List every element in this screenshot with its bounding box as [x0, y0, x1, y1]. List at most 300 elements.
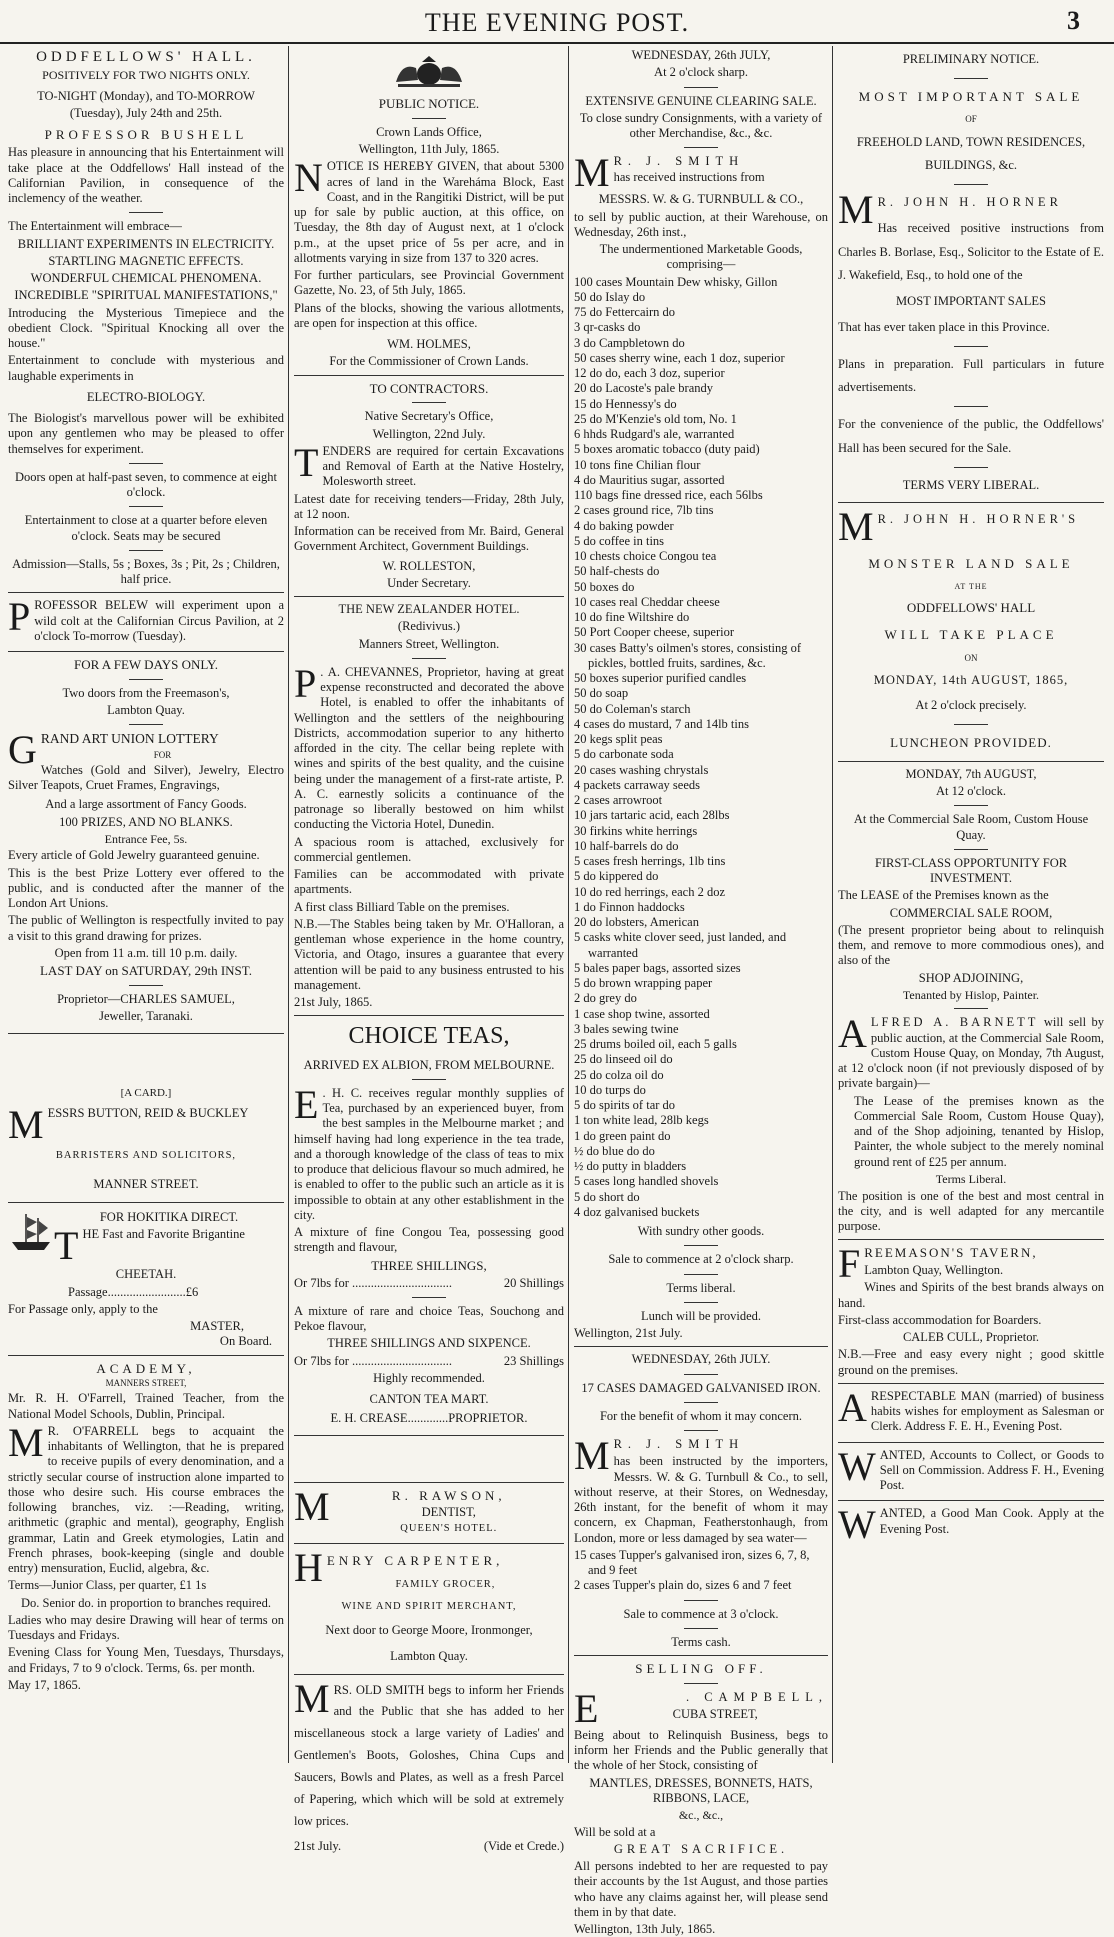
list-item: ½ do blue do do — [574, 1143, 655, 1158]
drop-cap: M — [838, 504, 874, 550]
divider — [294, 1674, 564, 1675]
ad-line: TERMS VERY LIBERAL. — [902, 477, 1040, 492]
list-item: 5 do brown wrapping paper — [574, 976, 713, 990]
ad-line: CUBA STREET, — [672, 1707, 758, 1722]
ad-title: PUBLIC NOTICE. — [378, 96, 480, 111]
ad-date: 21st July, 1865. — [294, 995, 373, 1010]
list-item: ½ do putty in bladders — [574, 1159, 687, 1173]
ad-text: For the convenience of the public, the Oddfellows' Hall has been secured for the Sale. — [838, 417, 1104, 455]
divider — [8, 1355, 284, 1356]
divider — [954, 1008, 988, 1009]
divider — [294, 1482, 564, 1483]
ad-item: ELECTRO-BIOLOGY. — [86, 389, 206, 404]
ad-text: Every article of Gold Jewelry guaranteed genuine. — [8, 848, 260, 863]
ad-text: Do. Senior do. in proportion to branches required. — [21, 1595, 271, 1610]
divider — [954, 78, 988, 79]
ad-line: Lunch will be provided. — [640, 1308, 762, 1323]
ad-title: EXTENSIVE GENUINE CLEARING SALE. — [585, 93, 817, 108]
wanted-accounts-ad — [838, 1443, 1104, 1496]
belew-ad — [8, 594, 284, 646]
drop-cap: E — [294, 1081, 319, 1127]
divider — [838, 502, 1104, 503]
ad-text: Has pleasure in announcing that his Entertainment will take place at the Oddfellows' Hall instead of the Californian Pavilion, in consequence of the inclemency of the weather. — [8, 145, 284, 206]
ad-text: N.B.—The Stables being taken by Mr. O'Halloran, a gentleman whose experience in the home country, Victoria, and Otago, insures a guarantee that every attention will be paid to any business entrusted to his management. — [294, 916, 564, 992]
ad-line: Terms cash. — [671, 1634, 731, 1649]
ad-text: Watches (Gold and Silver), Jewelry, Electro Silver Teapots, Cruet Frames, Engravings, — [8, 762, 284, 793]
ad-text: The public of Wellington is respectfully invited to pay a visit to this grand drawing for prizes. — [8, 913, 284, 943]
drop-cap: A — [838, 1384, 867, 1430]
ad-line: LUNCHEON PROVIDED. — [890, 735, 1052, 751]
list-item: 5 cases long handled shovels — [574, 1174, 719, 1189]
ad-line: For the benefit of whom it may concern. — [599, 1408, 803, 1423]
divider — [954, 184, 988, 185]
column-rule — [832, 46, 833, 1763]
ad-line: Crown Lands Office, — [376, 124, 482, 139]
list-item: 5 do short do — [574, 1189, 640, 1204]
ad-line: Tenanted by Hislop, Painter. — [902, 987, 1040, 1002]
wanted-cook-ad — [838, 1502, 1104, 1548]
list-item: 1 do Finnon haddocks — [574, 899, 685, 914]
divider — [684, 147, 718, 148]
list-item: 50 cases sherry wine, each 1 doz, superior — [574, 350, 785, 365]
list-item: 3 do Campbletown do — [574, 335, 685, 350]
ad-line: Manners Street, Wellington. — [358, 636, 500, 651]
ad-text: That has ever taken place in this Province. — [838, 319, 1050, 334]
list-item: 5 do coffee in tins — [574, 533, 665, 548]
list-item: 5 do carbonate soda — [574, 747, 674, 762]
divider — [412, 1079, 446, 1080]
list-item: 4 packets carraway seeds — [574, 777, 700, 792]
list-item: 75 do Fettercairn do — [574, 305, 676, 319]
ad-title: ODDFELLOWS' HALL. — [36, 49, 256, 65]
list-item: 10 do turps do — [574, 1082, 646, 1097]
ad-line: MOST IMPORTANT SALES — [896, 294, 1046, 309]
ad-text: RESPECTABLE MAN (married) of business habits wishes for employment as Salesman or Clerk. Address F. E. H., Evening Post. — [870, 1388, 1104, 1434]
list-item: 50 do Coleman's starch — [574, 701, 691, 716]
ad-title: FOR A FEW DAYS ONLY. — [73, 657, 219, 673]
ad-text: ENDERS are required for certain Excavations and Removal of Earth at the Native Hostelry, Molesworth street. — [322, 443, 564, 489]
ad-title: PRELIMINARY NOTICE. — [902, 52, 1040, 66]
ad-text: Evening Class for Young Men, Tuesdays, Thursdays, and Fridays, 7 to 9 o'clock. Terms, 6s. per month. — [8, 1645, 284, 1675]
auctioneer-name: R. J. SMITH — [613, 1437, 745, 1451]
drop-cap: M — [574, 150, 610, 196]
drop-cap: F — [838, 1241, 861, 1287]
monster-land-sale-ad — [838, 504, 1104, 756]
ad-line: MANNER STREET. — [93, 1176, 199, 1191]
signatory: WM. HOLMES, — [387, 337, 471, 352]
ad-line: Under Secretary. — [387, 575, 471, 590]
ad-text: (The present proprietor being about to relinquish them, and remove to more commodious ones), and also of the — [838, 922, 1104, 968]
ad-title: CHOICE TEAS, — [348, 1023, 510, 1050]
divider — [8, 1202, 284, 1203]
list-item: 50 do Islay do — [574, 289, 646, 304]
divider — [8, 651, 284, 652]
ad-text: The Lease of the premises known as the Commercial Sale Room, Custom House Quay), and of the Shop adjoining, tenanted by Hislop, Painter, the whole subject to the merely nominal ground rent of £25 per annum. — [854, 1093, 1104, 1169]
ad-line: AT THE — [954, 581, 988, 591]
ad-text: N.B.—Free and easy every night ; good skittle ground on the premises. — [838, 1347, 1104, 1377]
ad-title: RAND ART UNION LOTTERY — [40, 731, 219, 747]
list-item: 5 do spirits of tar do — [574, 1098, 676, 1112]
ad-line: TO-NIGHT (Monday), and TO-MORROW — [37, 88, 255, 103]
proprietor-name: E. H. CREASE.............PROPRIETOR. — [330, 1411, 528, 1426]
drop-cap: M — [294, 1675, 330, 1721]
divider — [684, 1430, 718, 1431]
ad-text: Admission—Stalls, 5s ; Boxes, 3s ; Pit, 2s ; Children, half price. — [12, 556, 280, 587]
ad-line: Entrance Fee, 5s. — [104, 831, 188, 846]
oddfellows-ad — [8, 48, 284, 587]
ad-text: to sell by public auction, at their Warehouse, on Wednesday, 26th inst., — [574, 209, 828, 239]
list-item: 5 boxes aromatic tobacco (duty paid) — [574, 442, 760, 457]
ad-title: FIRST-CLASS OPPORTUNITY FOR INVESTMENT. — [874, 855, 1068, 886]
divider — [294, 596, 564, 597]
ad-line: On Board. — [219, 1334, 272, 1349]
tavern-name: REEMASON'S TAVERN, — [864, 1245, 1038, 1261]
firm-name: MESSRS. W. & G. TURNBULL & CO., — [598, 192, 804, 207]
list-item: 25 do colza oil do — [574, 1067, 664, 1082]
list-item: 20 cases washing chrystals — [574, 762, 709, 777]
divider — [684, 1402, 718, 1403]
ad-text: A mixture of fine Congou Tea, possessing good strength and flavour, — [294, 1225, 564, 1255]
ad-line: Will be sold at a — [574, 1824, 656, 1839]
drop-cap: H — [294, 1544, 323, 1590]
ad-text: . H. C. receives regular monthly supplies of Tea, purchased by an experienced buyer, from the best samples in the Melbourne market ; and himself having had long experience in the tea trade, and a thorough knowledge of the class of teas to mix to produce that delicious flavour so much admired, he is enabled to offer to the public such an article as it is impossible to obtain at any other establishment in the city. — [294, 1085, 564, 1222]
ad-date: MONDAY, 7th AUGUST, — [905, 766, 1037, 781]
ad-line: OF — [965, 114, 977, 125]
ad-date: Wellington, 11th July, 1865. — [358, 142, 500, 157]
ad-line: SHOP ADJOINING, — [918, 970, 1024, 985]
ad-text: Being about to Relinquish Business, begs to inform her Friends and the Public generally that the whole of her Stock, consisting of — [574, 1727, 828, 1773]
masthead — [0, 0, 1114, 44]
ad-line: (Vide et Crede.) — [483, 1838, 564, 1853]
list-item: 20 kegs split peas — [574, 732, 663, 746]
ad-date: WEDNESDAY, 26th JULY. — [631, 1352, 771, 1367]
drop-cap: P — [294, 660, 317, 706]
ad-text: ANTED, Accounts to Collect, or Goods to Sell on Commission. Address F. H., Evening Post. — [879, 1447, 1104, 1493]
divider — [574, 1346, 828, 1347]
ad-text: Entertainment to conclude with mysterious and laughable experiments in — [8, 353, 284, 383]
ad-line: GREAT SACRIFICE. — [613, 1841, 789, 1856]
sale-date: MONDAY, 14th AUGUST, 1865, — [873, 672, 1069, 687]
auctioneer-name: R. JOHN H. HORNER'S — [877, 512, 1080, 527]
divider — [129, 212, 163, 213]
divider — [129, 506, 163, 507]
list-item: 1 case shop twine, assorted — [574, 1006, 710, 1021]
divider — [954, 724, 988, 725]
list-item: 1 do green paint do — [574, 1128, 671, 1143]
card-ad — [8, 1087, 284, 1192]
ad-text: To close sundry Consignments, with a variety of other Merchandise, &c., &c. — [579, 110, 823, 140]
ad-line: Next door to George Moore, Ironmonger, — [325, 1623, 533, 1638]
ad-subtitle: POSITIVELY FOR TWO NIGHTS ONLY. — [42, 68, 250, 83]
ad-line: Sale to commence at 3 o'clock. — [623, 1606, 779, 1621]
goods-list — [574, 275, 828, 1221]
ad-line: Terms Liberal. — [935, 1171, 1007, 1186]
selling-off-ad — [574, 1661, 828, 1937]
shopkeeper-name: . CAMPBELL, — [685, 1689, 828, 1704]
academy-ad — [8, 1361, 284, 1694]
ad-text: OTICE IS HEREBY GIVEN, that about 5300 acres of land in the Wareháma Block, East Coast, and in the Rangitiki District, will be put up for sale by public auction, at this office, on Tuesday, the 8th day of August next, at 1 o'clock p.m., at the upset price of 5s per acre, and in allotments varying in size from 137 to 320 acres. — [294, 159, 564, 265]
drop-cap: T — [294, 439, 319, 485]
drop-cap: W — [838, 1443, 876, 1489]
ad-title: SELLING OFF. — [635, 1661, 767, 1676]
divider — [574, 1655, 828, 1656]
list-item: 10 do fine Wiltshire do — [574, 610, 690, 624]
ad-text: . A. CHEVANNES, Proprietor, having at great expense reconstructed and decorated the above Hotel, is enabled to offer the inhabitants of Wellington and the settlers of the neighbouring Districts, accommodation superior to any hitherto afforded in the city. The cellar being replete with wines and spirits of the best quality, and the cuisine being under the management of a first-rate artiste, P. A. C. earnestly solicits a continuance of the patronage so liberally bestowed on him whilst conducting the Victoria Hotel, Dunedin. — [294, 664, 564, 832]
divider — [294, 1543, 564, 1544]
divider — [954, 406, 988, 407]
ad-title: R. RAWSON, — [391, 1487, 506, 1503]
column-2 — [294, 46, 564, 1853]
ad-text: ANTED, a Good Man Cook. Apply at the Evening Post. — [879, 1506, 1104, 1536]
list-item: 10 do red herrings, each 2 doz — [574, 884, 725, 899]
ad-line: And a large assortment of Fancy Goods. — [45, 797, 247, 812]
drop-cap: E — [574, 1685, 599, 1731]
list-item: 2 do grey do — [574, 991, 637, 1006]
ad-text: The undermentioned Marketable Goods, comprising— — [599, 242, 803, 272]
auctioneer-name: R. JOHN H. HORNER — [877, 195, 1062, 210]
ad-line: BARRISTERS AND SOLICITORS, — [55, 1149, 237, 1161]
ad-text: Terms—Junior Class, per quarter, £1 1s — [8, 1578, 207, 1593]
list-item: 110 bags fine dressed rice, each 56lbs — [574, 488, 763, 502]
ad-text: Families can be accommodated with private apartments. — [294, 867, 564, 897]
column-4 — [838, 46, 1104, 1763]
divider — [684, 1302, 718, 1303]
drop-cap: T — [54, 1223, 79, 1269]
ad-line: Two doors from the Freemason's, — [62, 685, 230, 700]
ad-line: Or 7lbs for ................................ — [294, 1353, 452, 1368]
drop-cap: W — [838, 1502, 876, 1548]
ad-text: Entertainment to close at a quarter before eleven o'clock. Seats may be secured — [24, 513, 268, 543]
teas-ad — [294, 1022, 564, 1426]
divider — [684, 1274, 718, 1275]
ad-line: &c., &c., — [678, 1808, 724, 1823]
list-item: 20 do lobsters, American — [574, 915, 699, 929]
list-item: 4 do Mauritius sugar, assorted — [574, 472, 725, 487]
drop-cap: P — [8, 594, 31, 640]
ad-text: Plans in preparation. Full particulars in future advertisements. — [838, 356, 1104, 395]
ad-line: 23 Shillings — [503, 1353, 564, 1368]
ad-date: Wellington, 22nd July. — [372, 426, 486, 441]
ad-text: Doors open at half-past seven, to commence at eight o'clock. — [14, 469, 278, 500]
ad-item: INCREDIBLE "SPIRITUAL MANIFESTATIONS," — [14, 288, 278, 303]
ad-line: MANNERS STREET, — [105, 1378, 187, 1389]
ad-text: A mixture of rare and choice Teas, Souchong and Pekoe flavour, — [294, 1303, 564, 1334]
list-item: 2 cases Tupper's plain do, sizes 6 and 7 feet — [574, 1578, 792, 1593]
divider — [129, 724, 163, 725]
list-item: 10 chests choice Congou tea — [574, 549, 717, 563]
ad-line: FAMILY GROCER, — [395, 1579, 496, 1591]
list-item: 50 boxes superior purified candles — [574, 671, 747, 685]
divider — [129, 463, 163, 464]
shop-name: CANTON TEA MART. — [369, 1392, 489, 1407]
ad-label: [A CARD.] — [120, 1086, 172, 1099]
ad-line: At 2 o'clock sharp. — [654, 65, 748, 80]
proprietor-name: CALEB CULL, Proprietor. — [902, 1330, 1040, 1345]
ad-line: ON — [964, 652, 978, 663]
list-item: 100 cases Mountain Dew whisky, Gillon — [574, 274, 778, 289]
ad-text: has been instructed by the importers, Messrs. W. & G. Turnbull & Co., to sell, without reserve, at their Stores, on Wednesday, 26th instant, for the benefit of whom it may concern, ex Chapman, Featherstonhaugh, from London, more or less damaged by sea water— — [574, 1454, 828, 1545]
list-item: 4 cases do mustard, 7 and 14lb tins — [574, 716, 749, 731]
column-rule — [288, 46, 289, 1763]
ad-line: 20 Shillings — [503, 1275, 564, 1290]
list-item: 50 half-chests do — [574, 564, 660, 579]
ad-text: Information can be received from Mr. Baird, General Government Architect, Government Buildings. — [294, 524, 564, 554]
ad-text: At the Commercial Sale Room, Custom House Quay. — [853, 812, 1089, 842]
galvanised-iron-ad — [574, 1352, 828, 1650]
ad-line: Highly recommended. — [373, 1370, 485, 1385]
ad-item: BRILLIANT EXPERIMENTS IN ELECTRICITY. — [17, 236, 275, 251]
ad-line: 100 PRIZES, AND NO BLANKS. — [59, 814, 233, 829]
ad-line: WINE AND SPIRIT MERCHANT, — [341, 1601, 517, 1613]
drop-cap: M — [8, 1419, 44, 1465]
tea-price: THREE SHILLINGS, — [371, 1257, 487, 1273]
divider — [129, 985, 163, 986]
ad-text: will sell by public auction, at the Commercial Sale Room, Custom House Quay, on Monday, 7th August, at 12 o'clock noon (if not previously disposed of by private bargain)— — [838, 1015, 1104, 1091]
proprietor-name: Proprietor—CHARLES SAMUEL, — [57, 992, 235, 1007]
list-item: 6 hhds Rudgard's ale, warranted — [574, 427, 735, 441]
drop-cap: G — [8, 727, 37, 773]
list-item: 30 firkins white herrings — [574, 823, 698, 838]
list-item: 25 do linseed oil do — [574, 1052, 673, 1067]
drop-cap: N — [294, 155, 323, 201]
ad-line: For the Commissioner of Crown Lands. — [329, 354, 529, 369]
divider — [684, 1683, 718, 1684]
ad-text: FREEHOLD LAND, TOWN RESIDENCES, BUILDINGS, &c. — [856, 134, 1086, 173]
drop-cap: A — [838, 1011, 867, 1057]
ad-date: May 17, 1865. — [8, 1677, 81, 1692]
rawson-ad — [294, 1483, 564, 1538]
ship-icon — [8, 1208, 54, 1254]
ad-text: All persons indebted to her are requested to pay their accounts by the 1st August, and those parties who have any claims against her, will please send them in by that date. — [574, 1859, 828, 1919]
drop-cap: M — [294, 1483, 330, 1529]
divider — [954, 849, 988, 850]
list-item: 15 do Hennessy's do — [574, 396, 677, 411]
divider — [294, 1435, 564, 1436]
ad-line: Terms liberal. — [666, 1280, 736, 1295]
divider — [838, 761, 1104, 762]
column-1 — [8, 46, 284, 1763]
ad-title: ACADEMY, — [96, 1360, 196, 1376]
auctioneer-name: LFRED A. BARNETT — [870, 1015, 1039, 1030]
ad-text: RS. OLD SMITH begs to inform her Friends and the Public that she has added to her miscellaneous stock a large variety of Ladies' and Gentlemen's Boots, Goloshes, China Cups and Saucers, Bowls and Plates, as well as a fresh Parcel of Papering, which which will be sold at extremely low prices. — [294, 1682, 564, 1828]
ad-text: The position is one of the best and most central in the city, and is well adapted for any mercantile purpose. — [838, 1188, 1104, 1234]
ad-text: This is the best Prize Lottery ever offered to the public, and is conducted after the manner of the London Art Unions. — [8, 865, 284, 911]
list-item: 2 cases ground rice, 7lb tins — [574, 503, 714, 518]
list-item: 3 bales sewing twine — [574, 1021, 679, 1036]
divider — [684, 1374, 718, 1375]
drop-cap: M — [838, 187, 874, 233]
list-item: 30 cases Batty's oilmen's stores, consisting of pickles, bottled fruits, sardines, &c. — [574, 640, 802, 670]
column-3 — [574, 46, 828, 1937]
list-item: 4 doz galvanised buckets — [574, 1204, 700, 1219]
divider — [684, 1628, 718, 1629]
old-smith-ad — [294, 1675, 564, 1859]
ad-text: The LEASE of the Premises known as the — [838, 888, 1049, 903]
contractors-ad — [294, 381, 564, 592]
ad-line: (Tuesday), July 24th and 25th. — [69, 106, 223, 121]
hotel-ad — [294, 602, 564, 1010]
ad-subtitle: ARRIVED EX ALBION, FROM MELBOURNE. — [303, 1057, 555, 1072]
ad-text: For further particulars, see Provincial Government Gazette, No. 23, of 5th July, 1865. — [294, 268, 564, 298]
list-item: 5 bales paper bags, assorted sizes — [574, 960, 741, 975]
divider — [412, 658, 446, 659]
ad-text: Lambton Quay, Wellington. — [864, 1263, 1004, 1278]
list-item: 10 half-barrels do do — [574, 838, 679, 853]
divider — [8, 592, 284, 593]
page-number: 3 — [1067, 6, 1080, 35]
divider — [294, 375, 564, 376]
ad-title: 17 CASES DAMAGED GALVANISED IRON. — [581, 1380, 821, 1395]
ad-text: Mr. R. H. O'Farrell, Trained Teacher, from the National Model Schools, Dublin, Principal. — [8, 1391, 284, 1421]
ad-line: Lambton Quay. — [107, 703, 185, 718]
list-item: 4 do baking powder — [574, 518, 674, 533]
list-item: 50 do soap — [574, 686, 629, 701]
ad-text: A first class Billiard Table on the premises. — [294, 899, 510, 914]
ad-line: FOR — [153, 749, 172, 760]
divider — [129, 550, 163, 551]
divider — [838, 1442, 1104, 1443]
divider — [838, 1500, 1104, 1501]
ad-text: R. O'FARRELL begs to acquaint the inhabitants of Wellington, that he is prepared to receive pupils of every denomination, and a strictly secular course of instruction alone imparted to those who desire such. His course embraces the following branches, viz. :—Reading, writing, arithmetic (graphic and mental), geography, English grammar, Latin and Greek etymologies, Latin and French phrases, book-keeping (single and double entry) mensuration, Euclid, algebra, &c. — [8, 1423, 284, 1576]
ad-title: FOR HOKITIKA DIRECT. — [99, 1210, 239, 1225]
divider — [412, 402, 446, 403]
ad-text: First-class accommodation for Boarders. — [838, 1312, 1042, 1327]
divider — [954, 805, 988, 806]
divider — [684, 87, 718, 88]
list-item: 50 Port Cooper cheese, superior — [574, 625, 735, 640]
list-item: 12 do do, each 3 doz, superior — [574, 366, 725, 380]
passage-fare: Passage.........................£6 — [68, 1284, 199, 1299]
list-item: 3 qr-casks do — [574, 320, 641, 335]
list-item: 15 cases Tupper's galvanised iron, sizes 6, 7, 8, and 9 feet — [574, 1547, 810, 1577]
divider — [838, 1383, 1104, 1384]
ad-text: Wines and Spirits of the best brands always on hand. — [838, 1280, 1104, 1310]
ship-name: CHEETAH. — [115, 1267, 177, 1282]
list-item: 10 jars tartaric acid, each 28lbs — [574, 808, 730, 823]
divider — [954, 467, 988, 468]
ad-line: Jeweller, Taranaki. — [99, 1009, 193, 1024]
list-item: 25 do M'Kenzie's old tom, No. 1 — [574, 411, 737, 426]
carpenter-ad — [294, 1544, 564, 1669]
ad-text: The Entertainment will embrace— — [8, 219, 182, 234]
ad-line: Native Secretary's Office, — [364, 409, 494, 424]
ad-text: Has received positive instructions from Charles B. Borlase, Esq., Solicitor to the Estate of E. J. Wakefield, Esq., to hold one of the — [838, 220, 1104, 283]
ad-item: STARTLING MAGNETIC EFFECTS. — [48, 253, 244, 268]
ad-line: With sundry other goods. — [637, 1224, 765, 1238]
column-rule — [568, 46, 569, 1763]
ad-line: (Redivivus.) — [397, 619, 461, 634]
lottery-ad — [8, 657, 284, 1025]
ad-line: At 2 o'clock precisely. — [915, 698, 1027, 713]
list-item: 2 cases arrowroot — [574, 793, 663, 807]
ad-text: Latest date for receiving tenders—Friday, 28th July, at 12 noon. — [294, 491, 564, 521]
ad-line: MASTER, — [190, 1319, 244, 1334]
ad-text: Introducing the Mysterious Timepiece and the obedient Clock. "Spiritual Knocking all over the house." — [8, 305, 284, 351]
ad-text: For Passage only, apply to the — [8, 1301, 158, 1316]
divider — [412, 1297, 446, 1298]
ad-line: has received instructions from — [613, 169, 765, 184]
performer-name: PROFESSOR BUSHELL — [44, 127, 248, 143]
drop-cap: M — [8, 1101, 44, 1147]
newspaper-title: THE EVENING POST. — [424, 8, 690, 37]
divider — [294, 1015, 564, 1016]
divider — [684, 1600, 718, 1601]
list-item: 10 cases real Cheddar cheese — [574, 594, 720, 609]
auctioneer-name: R. J. SMITH — [613, 154, 745, 169]
ad-line: DENTIST, — [421, 1505, 476, 1520]
hokitika-ad — [8, 1208, 284, 1350]
ad-line: Or 7lbs for ................................ — [294, 1275, 452, 1290]
